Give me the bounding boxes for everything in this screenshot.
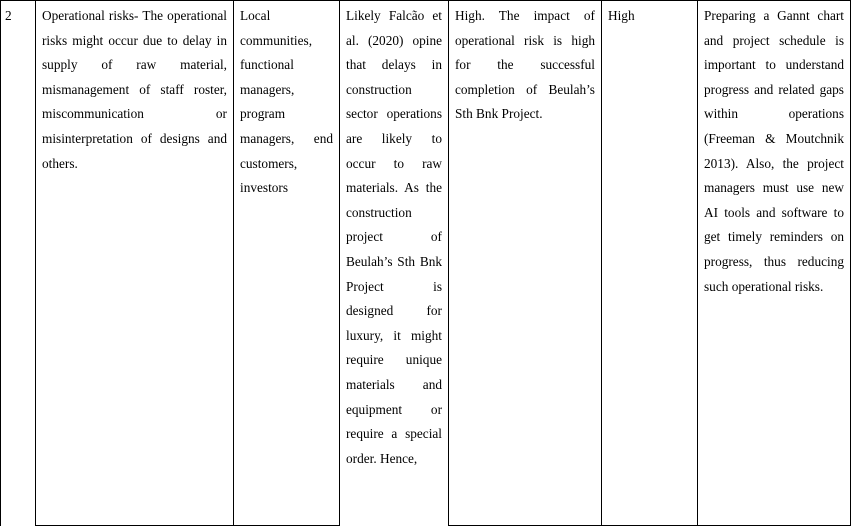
rating-text: High — [608, 8, 635, 23]
likelihood-text: Likely Falcão et al. (2020) opine that delays in construction sector operations are likely to occur to raw materials. As the construction project of Beulah’s Sth Bnk Project is designed for luxury, it might require unique materials and equipment or require a special order. Hence, — [346, 8, 442, 466]
risk-description: Operational risks- The operational risks might occur due to delay in supply of raw material, mismanagement of staff roster, miscommunication or misinterpretation of designs and others. — [42, 8, 227, 171]
stakeholders-text: Local communities, functional managers, program managers, end customers, investors — [240, 8, 333, 196]
table-row — [1, 1, 851, 526]
row-number: 2 — [5, 8, 12, 23]
stakeholders-cell — [234, 1, 340, 526]
mitigation-text: Preparing a Gannt chart and project schedule is important to understand progress and related gaps within operations (Freeman & Moutchnik 2013). Also, the project managers must use new AI tools and software to get timely reminders on progress, thus reducing such operational risks. — [704, 8, 844, 294]
risk-description-cell — [36, 1, 234, 526]
likelihood-cell — [340, 1, 449, 526]
mitigation-cell — [698, 1, 851, 526]
impact-cell — [449, 1, 602, 526]
impact-text: High. The impact of operational risk is high for the successful completion of Beulah’s Sth Bnk Project. — [455, 8, 595, 122]
row-number-cell — [1, 1, 36, 526]
rating-cell — [602, 1, 698, 526]
